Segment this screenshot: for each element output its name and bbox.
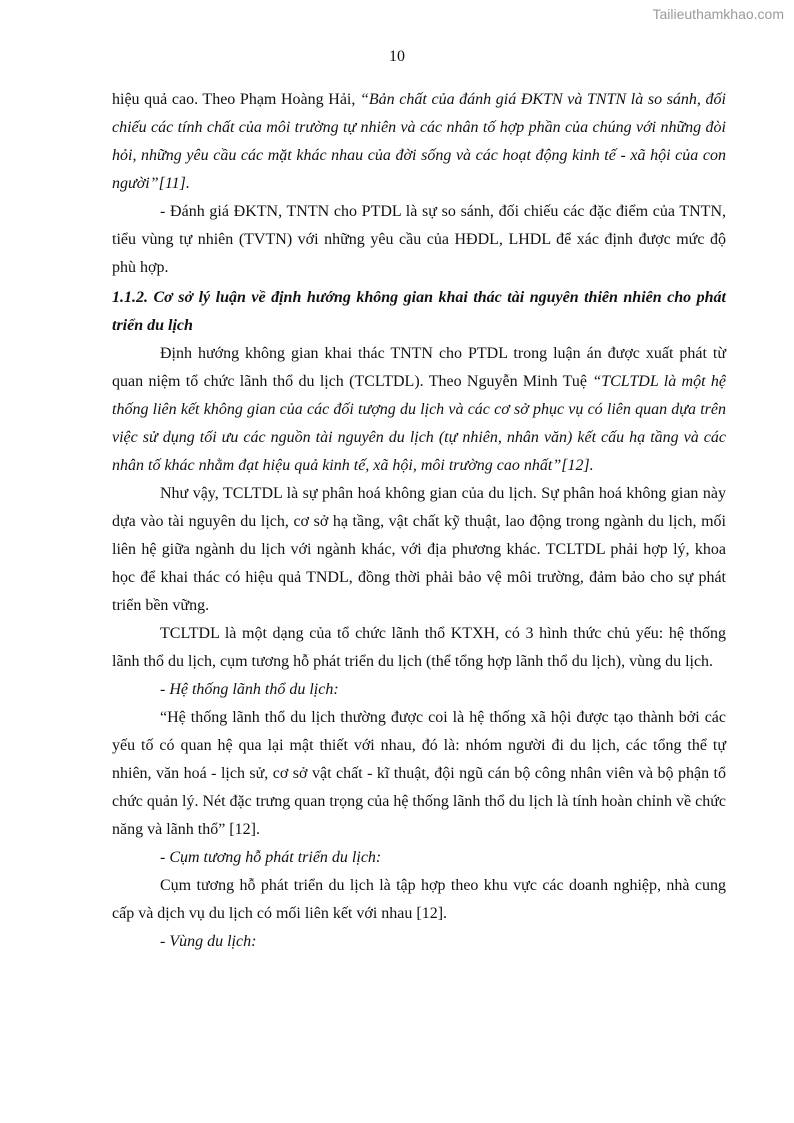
paragraph-7: Cụm tương hỗ phát triển du lịch là tập hợp theo khu vực các doanh nghiệp, nhà cung cấp và dịch vụ du lịch có mối liên kết với nhau [12]. xyxy=(112,877,726,922)
paragraph-1-quote: “Bản chất của đánh giá ĐKTN và TNTN là so sánh, đối chiếu các tính chất của môi trường tự nhiên và các nhân tố hợp phần của chúng với những đòi hỏi, những yêu cầu các mặt khác nhau của đời sống và các hoạt động kinh tế - xã hội của con người”[11]. xyxy=(112,91,726,192)
paragraph-4: Như vậy, TCLTDL là sự phân hoá không gian của du lịch. Sự phân hoá không gian này dựa vào tài nguyên du lịch, cơ sở hạ tầng, vật chất kỹ thuật, lao động trong ngành du lịch, mối liên hệ giữa ngành du lịch với ngành khác, với địa phương khác. TCLTDL phải hợp lý, khoa học để khai thác có hiệu quả TNDL, đồng thời phải bảo vệ môi trường, đảm bảo cho sự phát triển bền vững. xyxy=(112,485,726,614)
subheading-3: - Vùng du lịch: xyxy=(160,933,257,950)
paragraph-2: - Đánh giá ĐKTN, TNTN cho PTDL là sự so sánh, đối chiếu các đặc điểm của TNTN, tiểu vùng tự nhiên (TVTN) với những yêu cầu của HĐDL, LHDL để xác định được mức độ phù hợp. xyxy=(112,203,726,276)
paragraph-3-quote: “TCLTDL là một hệ thống liên kết không gian của các đối tượng du lịch và các cơ sở phục vụ có liên quan dựa trên việc sử dụng tối ưu các nguồn tài nguyên du lịch (tự nhiên, nhân văn) kết cấu hạ tầng và các nhân tố khác nhằm đạt hiệu quả kinh tế, xã hội, môi trường cao nhất”[12]. xyxy=(112,373,726,474)
paragraph-3-text: Định hướng không gian khai thác TNTN cho PTDL trong luận án được xuất phát từ quan niệm tổ chức lãnh thổ du lịch (TCLTDL). Theo Nguyễn Minh Tuệ xyxy=(112,345,726,390)
subheading-1: - Hệ thống lãnh thổ du lịch: xyxy=(160,681,339,698)
section-heading: 1.1.2. Cơ sở lý luận về định hướng không gian khai thác tài nguyên thiên nhiên cho phát triển du lịch xyxy=(112,289,726,334)
watermark-text: Tailieuthamkhao.com xyxy=(652,6,784,22)
paragraph-1 xyxy=(112,86,726,198)
paragraph-3 xyxy=(112,340,726,480)
paragraph-5: TCLTDL là một dạng của tổ chức lãnh thổ KTXH, có 3 hình thức chủ yếu: hệ thống lãnh thổ du lịch, cụm tương hỗ phát triển du lịch (thể tổng hợp lãnh thổ du lịch), vùng du lịch. xyxy=(112,625,726,670)
paragraph-6: “Hệ thống lãnh thổ du lịch thường được coi là hệ thống xã hội được tạo thành bởi các yếu tố có quan hệ qua lại mật thiết với nhau, đó là: nhóm người đi du lịch, các tổng thể tự nhiên, văn hoá - lịch sử, cơ sở vật chất - kĩ thuật, đội ngũ cán bộ công nhân viên và bộ phận tổ chức quản lý. Nét đặc trưng quan trọng của hệ thống lãnh thổ du lịch là tính hoàn chỉnh về chức năng và lãnh thổ” [12]. xyxy=(112,709,726,838)
paragraph-1-text: hiệu quả cao. Theo Phạm Hoàng Hải, xyxy=(112,91,360,108)
page-number: 10 xyxy=(389,48,405,65)
subheading-2: - Cụm tương hỗ phát triển du lịch: xyxy=(160,849,382,866)
document-body xyxy=(112,86,726,956)
